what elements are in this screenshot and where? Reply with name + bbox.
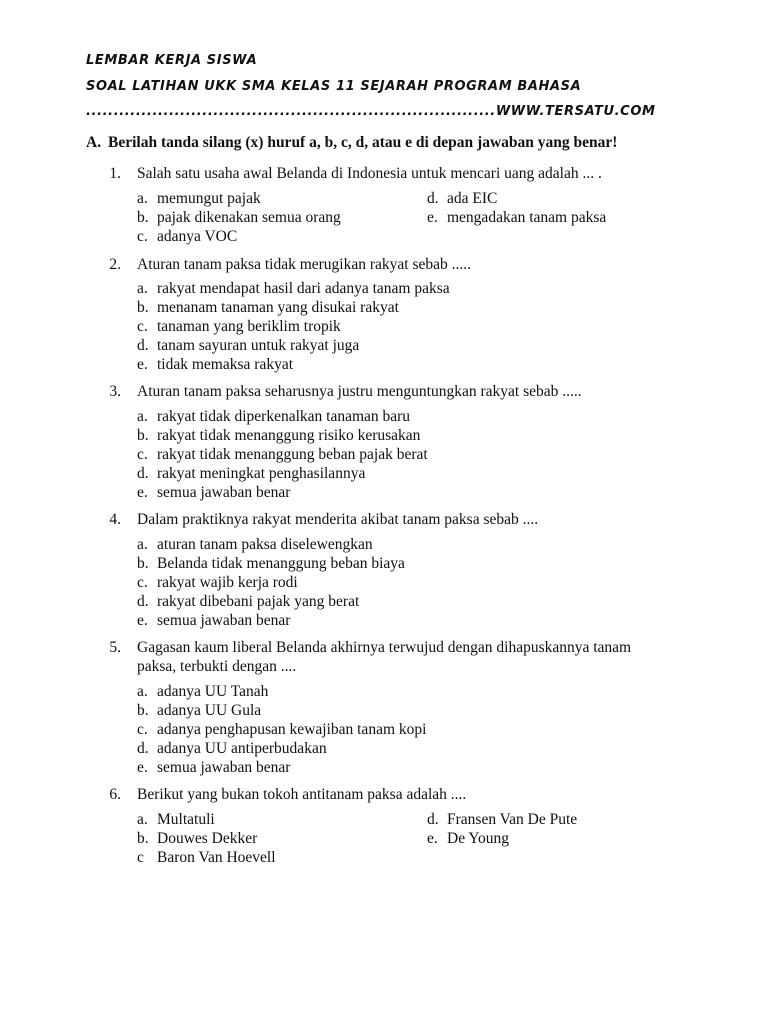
option-text: rakyat dibebani pajak yang berat <box>157 593 360 610</box>
option-letter: b. <box>137 702 149 719</box>
option-text: mengadakan tanam paksa <box>447 209 607 226</box>
option-letter: d. <box>137 465 149 482</box>
option-letter: d. <box>137 593 149 610</box>
option-letter: d. <box>427 811 439 828</box>
option-letter: c. <box>137 574 148 591</box>
option-text: pajak dikenakan semua orang <box>157 209 341 226</box>
option-letter: d. <box>137 337 149 354</box>
option-text: adanya UU Tanah <box>157 683 269 700</box>
option-letter: a. <box>137 408 148 425</box>
option-text: menanam tanaman yang disukai rakyat <box>157 299 399 316</box>
option-text: De Young <box>447 830 510 847</box>
question-number: 1. <box>109 165 121 182</box>
question-text: Berikut yang bukan tokoh antitanam paksa adalah .... <box>137 786 467 803</box>
option-letter: a. <box>137 683 148 700</box>
question-number: 6. <box>109 786 121 803</box>
header-website: ..........................................................................WWW.TERSATU.COM <box>86 104 656 119</box>
option-text: Belanda tidak menanggung beban biaya <box>157 555 405 572</box>
question-text-continued: paksa, terbukti dengan .... <box>137 658 297 675</box>
option-text: aturan tanam paksa diselewengkan <box>157 536 373 553</box>
option-letter: d. <box>137 740 149 757</box>
option-text: rakyat meningkat penghasilannya <box>157 465 366 482</box>
option-text: Baron Van Hoevell <box>157 849 276 866</box>
option-letter: e. <box>427 209 438 226</box>
option-text: Douwes Dekker <box>157 830 258 847</box>
section-instruction: Berilah tanda silang (x) huruf a, b, c, d, atau e di depan jawaban yang benar! <box>108 134 618 151</box>
option-letter: c. <box>137 721 148 738</box>
question-text: Salah satu usaha awal Belanda di Indonesia untuk mencari uang adalah ... . <box>137 165 602 182</box>
question-number: 4. <box>109 511 121 528</box>
option-letter: e. <box>427 830 438 847</box>
option-text: rakyat wajib kerja rodi <box>157 574 298 591</box>
option-letter: c. <box>137 446 148 463</box>
option-letter: c <box>137 849 144 866</box>
option-text: semua jawaban benar <box>157 484 291 501</box>
header-title: LEMBAR KERJA SISWA <box>86 53 258 68</box>
option-text: tanaman yang beriklim tropik <box>157 318 341 335</box>
option-letter: b. <box>137 209 149 226</box>
option-letter: e. <box>137 484 148 501</box>
option-text: Multatuli <box>157 811 215 828</box>
question-text: Aturan tanam paksa seharusnya justru menguntungkan rakyat sebab ..... <box>137 383 582 400</box>
option-letter: b. <box>137 299 149 316</box>
question-number: 5. <box>109 639 121 656</box>
option-letter: c. <box>137 318 148 335</box>
option-text: adanya penghapusan kewajiban tanam kopi <box>157 721 427 738</box>
question-number: 2. <box>109 256 121 273</box>
option-text: ada EIC <box>447 190 498 207</box>
option-text: adanya UU antiperbudakan <box>157 740 327 757</box>
option-text: semua jawaban benar <box>157 759 291 776</box>
option-letter: b. <box>137 555 149 572</box>
option-letter: e. <box>137 356 148 373</box>
question-text: Aturan tanam paksa tidak merugikan rakyat sebab ..... <box>137 256 471 273</box>
option-text: tidak memaksa rakyat <box>157 356 294 373</box>
option-text: rakyat tidak diperkenalkan tanaman baru <box>157 408 411 425</box>
option-letter: a. <box>137 190 148 207</box>
option-letter: d. <box>427 190 439 207</box>
option-text: tanam sayuran untuk rakyat juga <box>157 337 360 354</box>
question-text: Gagasan kaum liberal Belanda akhirnya terwujud dengan dihapuskannya tanam <box>137 639 632 656</box>
option-text: adanya VOC <box>157 228 238 245</box>
option-letter: c. <box>137 228 148 245</box>
option-letter: b. <box>137 427 149 444</box>
option-text: semua jawaban benar <box>157 612 291 629</box>
option-text: adanya UU Gula <box>157 702 262 719</box>
option-letter: e. <box>137 612 148 629</box>
option-letter: b. <box>137 830 149 847</box>
option-text: Fransen Van De Pute <box>447 811 578 828</box>
question-text: Dalam praktiknya rakyat menderita akibat tanam paksa sebab .... <box>137 511 539 528</box>
option-text: rakyat tidak menanggung risiko kerusakan <box>157 427 421 444</box>
option-letter: a. <box>137 536 148 553</box>
option-text: memungut pajak <box>157 190 261 207</box>
option-text: rakyat tidak menanggung beban pajak berat <box>157 446 428 463</box>
option-letter: e. <box>137 759 148 776</box>
question-number: 3. <box>109 383 121 400</box>
section-label: A. <box>86 134 102 151</box>
option-text: rakyat mendapat hasil dari adanya tanam paksa <box>157 280 450 297</box>
option-letter: a. <box>137 280 148 297</box>
header-subtitle: SOAL LATIHAN UKK SMA KELAS 11 SEJARAH PROGRAM BAHASA <box>86 79 582 94</box>
option-letter: a. <box>137 811 148 828</box>
